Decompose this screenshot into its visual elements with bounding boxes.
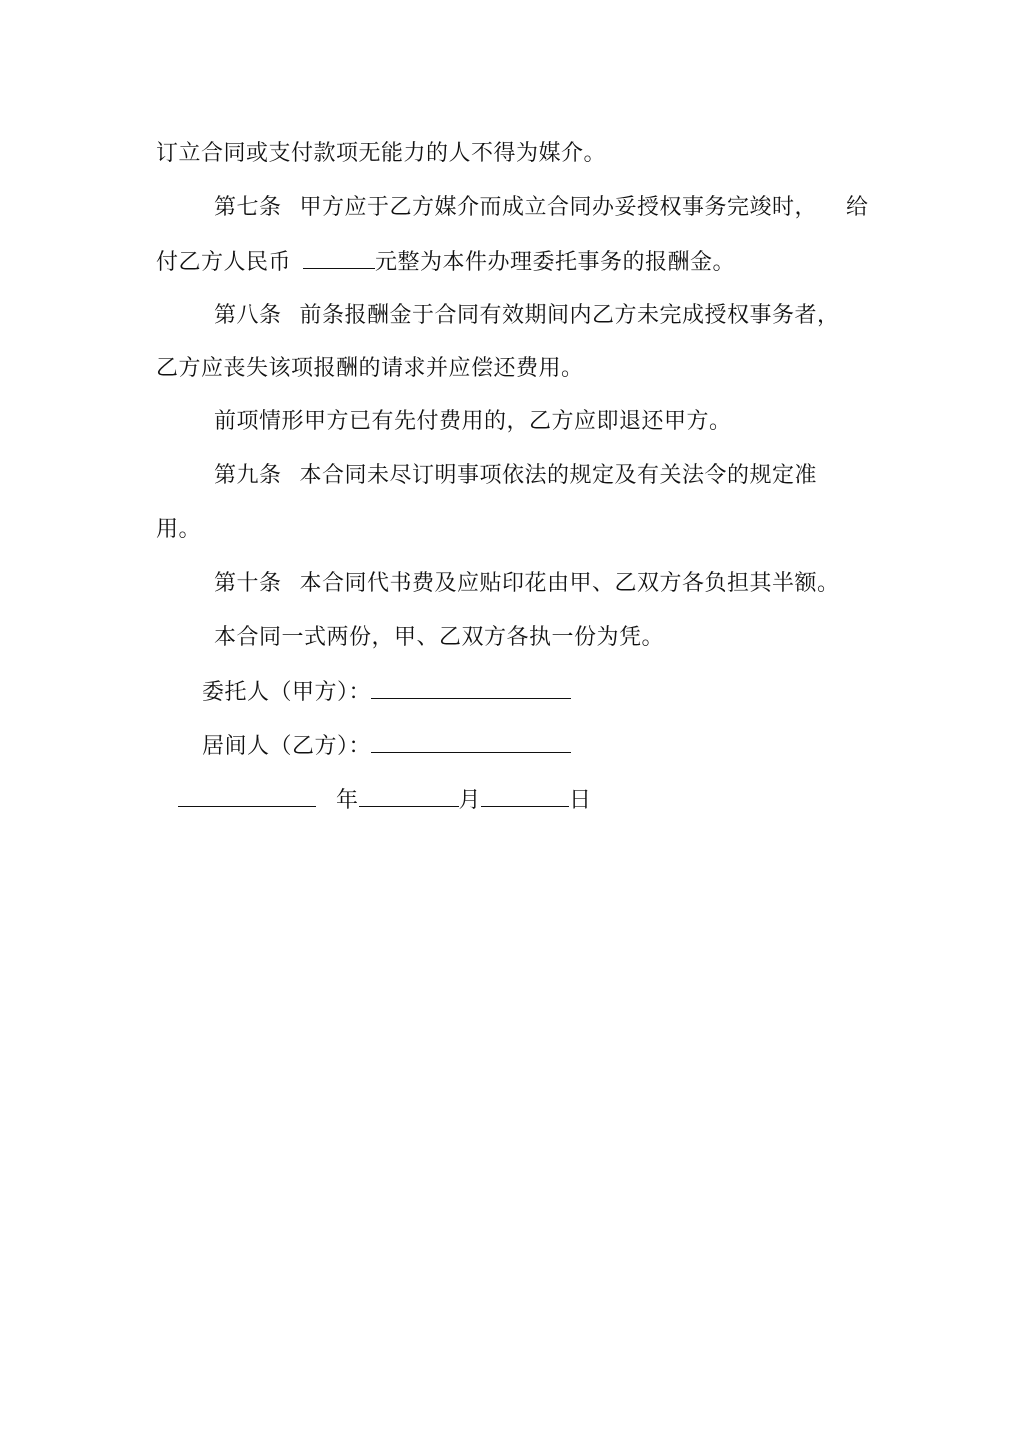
article-9-heading: 第九条 [214, 463, 282, 488]
text: 给 [846, 195, 869, 220]
text: 本合同代书费及应贴印花由甲、乙双方各负担其半额。 [299, 571, 840, 596]
date-line [178, 786, 592, 815]
month-blank [481, 786, 569, 807]
day-label: 日 [569, 788, 592, 813]
text: 甲方应于乙方媒介而成立合同办妥授权事务完竣时， [299, 195, 818, 220]
party-a-blank [371, 678, 571, 699]
party-b-blank [371, 732, 571, 753]
article-9-line-1 [214, 462, 817, 490]
party-b-label: 居间人（乙方）： [202, 734, 372, 759]
text: 元整为本件办理委托事务的报酬金。 [375, 250, 736, 275]
article-9-line-2 [156, 516, 201, 544]
article-7-heading: 第七条 [214, 195, 282, 220]
article-7-line-1-end [846, 194, 869, 222]
article-7-line-2 [156, 248, 735, 277]
party-b-signature-line [202, 732, 571, 761]
amount-blank [303, 248, 375, 269]
text: 用。 [156, 517, 202, 542]
article-8-line-1 [214, 302, 840, 330]
month-label: 月 [458, 788, 482, 813]
article-8-line-2 [156, 355, 584, 383]
date-prefix-blank [178, 786, 316, 807]
article-8-heading: 第八条 [214, 303, 282, 328]
text: 前项情形甲方已有先付费用的，乙方应即退还甲方。 [214, 409, 732, 434]
party-a-label: 委托人（甲方）： [202, 680, 372, 705]
party-a-signature-line [202, 678, 571, 707]
text: 付乙方人民币 [156, 250, 292, 275]
text: 本合同一式两份，甲、乙双方各执一份为凭。 [214, 625, 665, 650]
year-label: 年 [336, 788, 359, 813]
year-blank [359, 786, 459, 807]
text: 乙方应丧失该项报酬的请求并应偿还费用。 [156, 356, 584, 381]
article-10-line-2 [214, 624, 664, 652]
article-8-line-3 [214, 408, 732, 436]
text: 前条报酬金于合同有效期间内乙方未完成授权事务者， [299, 303, 840, 328]
text: 订立合同或支付款项无能力的人不得为媒介。 [156, 141, 607, 166]
paragraph-line [156, 140, 606, 168]
article-10-heading: 第十条 [214, 571, 282, 596]
article-10-line-1 [214, 570, 840, 598]
text: 本合同未尽订明事项依法的规定及有关法令的规定准 [299, 463, 818, 488]
article-7-line-1 [214, 194, 817, 222]
